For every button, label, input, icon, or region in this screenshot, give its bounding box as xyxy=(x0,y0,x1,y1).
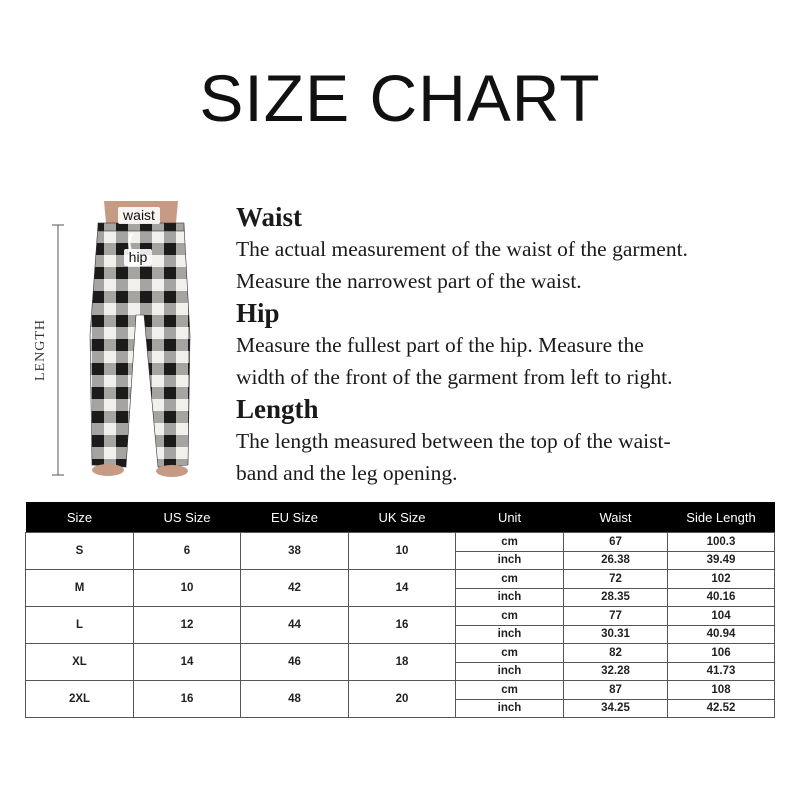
length-cell: 40.16 xyxy=(668,588,775,607)
waist-cell: 87 xyxy=(564,681,668,700)
pants-figure xyxy=(20,195,210,495)
length-cell: 42.52 xyxy=(668,699,775,718)
measurement-descriptions xyxy=(236,202,796,490)
unit-cell: inch xyxy=(456,625,564,644)
unit-cell: cm xyxy=(456,681,564,700)
left-foot xyxy=(92,464,124,476)
unit-cell: cm xyxy=(456,607,564,626)
desc-heading: Length xyxy=(236,394,319,424)
uk-size-cell: 10 xyxy=(349,533,456,570)
length-cell: 100.3 xyxy=(668,533,775,552)
desc-hip xyxy=(236,298,796,393)
hip-label: hip xyxy=(128,249,148,265)
uk-size-cell: 16 xyxy=(349,607,456,644)
table-row xyxy=(26,533,775,552)
length-label: LENGTH xyxy=(33,319,48,381)
eu-size-cell: 38 xyxy=(241,533,349,570)
size-cell: M xyxy=(26,570,134,607)
desc-line: Measure the narrowest part of the waist. xyxy=(236,269,582,293)
desc-waist xyxy=(236,202,796,297)
eu-size-cell: 44 xyxy=(241,607,349,644)
table-row xyxy=(26,570,775,589)
waist-cell: 67 xyxy=(564,533,668,552)
length-cell: 102 xyxy=(668,570,775,589)
pants-illustration xyxy=(20,195,210,495)
uk-size-cell: 14 xyxy=(349,570,456,607)
unit-cell: inch xyxy=(456,699,564,718)
header-size: Size xyxy=(26,502,134,533)
waist-cell: 30.31 xyxy=(564,625,668,644)
right-foot xyxy=(156,465,188,477)
waist-cell: 32.28 xyxy=(564,662,668,681)
us-size-cell: 16 xyxy=(134,681,241,718)
unit-cell: cm xyxy=(456,644,564,663)
waist-cell: 28.35 xyxy=(564,588,668,607)
size-table xyxy=(25,502,775,718)
desc-heading: Waist xyxy=(236,202,303,232)
table-row xyxy=(26,681,775,700)
us-size-cell: 6 xyxy=(134,533,241,570)
eu-size-cell: 46 xyxy=(241,644,349,681)
size-cell: S xyxy=(26,533,134,570)
desc-line: The actual measurement of the waist of the garment. xyxy=(236,237,688,261)
header-uk-size: UK Size xyxy=(349,502,456,533)
eu-size-cell: 42 xyxy=(241,570,349,607)
length-cell: 41.73 xyxy=(668,662,775,681)
table-row xyxy=(26,607,775,626)
unit-cell: cm xyxy=(456,533,564,552)
desc-line: band and the leg opening. xyxy=(236,461,458,485)
waist-cell: 26.38 xyxy=(564,551,668,570)
length-cell: 39.49 xyxy=(668,551,775,570)
length-cell: 106 xyxy=(668,644,775,663)
header-unit: Unit xyxy=(456,502,564,533)
waist-cell: 77 xyxy=(564,607,668,626)
header-eu-size: EU Size xyxy=(241,502,349,533)
uk-size-cell: 20 xyxy=(349,681,456,718)
unit-cell: inch xyxy=(456,588,564,607)
unit-cell: inch xyxy=(456,662,564,681)
length-cell: 108 xyxy=(668,681,775,700)
header-waist: Waist xyxy=(564,502,668,533)
size-cell: L xyxy=(26,607,134,644)
unit-cell: inch xyxy=(456,551,564,570)
size-cell: XL xyxy=(26,644,134,681)
length-cell: 40.94 xyxy=(668,625,775,644)
waist-cell: 72 xyxy=(564,570,668,589)
desc-line: The length measured between the top of the waist- xyxy=(236,429,671,453)
unit-cell: cm xyxy=(456,570,564,589)
desc-line: width of the front of the garment from left to right. xyxy=(236,365,673,389)
us-size-cell: 12 xyxy=(134,607,241,644)
size-cell: 2XL xyxy=(26,681,134,718)
us-size-cell: 14 xyxy=(134,644,241,681)
desc-heading: Hip xyxy=(236,298,280,328)
waist-cell: 34.25 xyxy=(564,699,668,718)
us-size-cell: 10 xyxy=(134,570,241,607)
length-cell: 104 xyxy=(668,607,775,626)
waistband xyxy=(98,223,184,231)
uk-size-cell: 18 xyxy=(349,644,456,681)
eu-size-cell: 48 xyxy=(241,681,349,718)
desc-line: Measure the fullest part of the hip. Measure the xyxy=(236,333,644,357)
table-header-row xyxy=(26,502,775,533)
desc-length xyxy=(236,394,796,489)
waist-label: waist xyxy=(123,207,155,223)
page-title: SIZE CHART xyxy=(199,61,601,135)
header-us-size: US Size xyxy=(134,502,241,533)
table-row xyxy=(26,644,775,663)
waist-cell: 82 xyxy=(564,644,668,663)
header-side-length: Side Length xyxy=(668,502,775,533)
